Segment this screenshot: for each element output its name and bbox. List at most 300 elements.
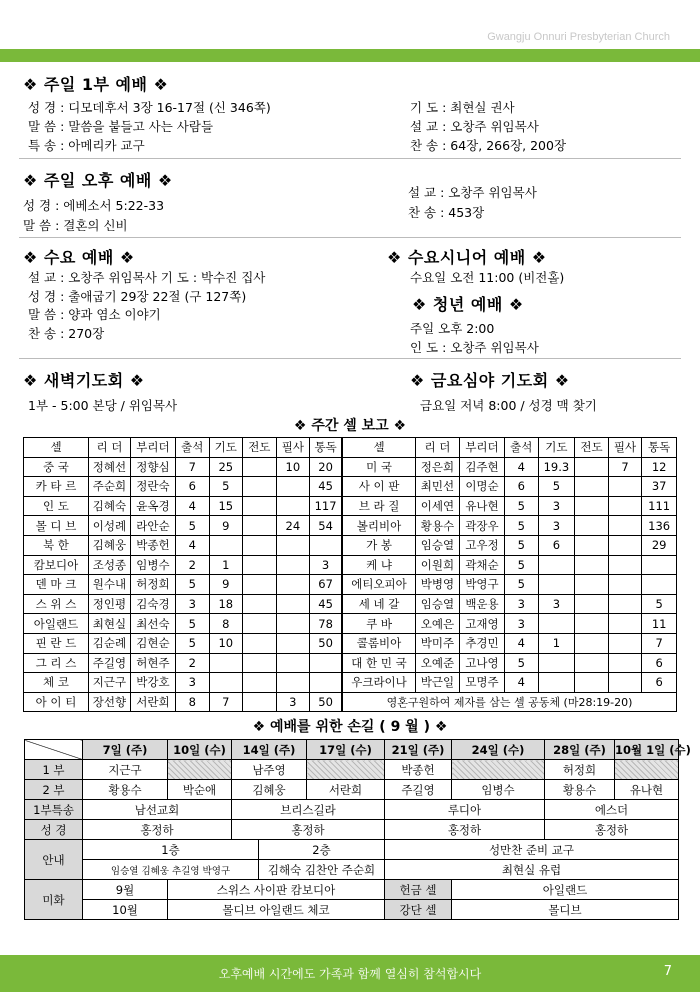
cell-report-header (24, 438, 677, 458)
cell-value: 7 (642, 633, 677, 653)
cell-value: 50 (310, 692, 342, 712)
cell-value: 에티오피아 (342, 575, 415, 595)
wednesday-title: ❖ 수요 예배 ❖ (23, 248, 135, 267)
table-row (24, 477, 677, 497)
sunday1-prayer: 기 도 : 최현실 권사 (410, 100, 515, 115)
cell-value (276, 653, 310, 673)
cell-value: 4 (505, 673, 539, 693)
table-row (24, 594, 677, 614)
cell-value: 김주현 (459, 457, 504, 477)
cell-value: 아일랜드 (24, 614, 89, 634)
cell-value: 장선향 (88, 692, 130, 712)
servant-cell: 서란희 (307, 780, 385, 800)
cell-value (575, 457, 609, 477)
cell-value (575, 496, 609, 516)
cell-value: 김혜숙 (88, 496, 130, 516)
cell-value: 3 (310, 555, 342, 575)
cell-value: 체 코 (24, 673, 89, 693)
table-row (24, 555, 677, 575)
cell-value: 54 (310, 516, 342, 536)
cell-value: 박병영 (415, 575, 459, 595)
cell-value: 콜롬비아 (342, 633, 415, 653)
cell-value (575, 575, 609, 595)
servant-cell: 황용수 (83, 780, 168, 800)
cell-header-col: 필사 (608, 438, 642, 458)
table-row (24, 516, 677, 536)
sunday1-scripture: 성 경 : 디모데후서 3장 16-17절 (신 346쪽) (28, 100, 271, 115)
hatched-cell (615, 760, 679, 780)
cell-value: 임승열 (415, 535, 459, 555)
cell-value (575, 614, 609, 634)
cell-header-col: 리 더 (415, 438, 459, 458)
cell-header-col: 출석 (175, 438, 209, 458)
cell-value: 45 (310, 594, 342, 614)
cell-header-col: 부리더 (130, 438, 175, 458)
cell-value: 5 (505, 653, 539, 673)
cell-value (209, 673, 243, 693)
cell-header-col: 기도 (538, 438, 575, 458)
cell-value: 박근일 (415, 673, 459, 693)
cell-value (243, 555, 277, 575)
cell-value (276, 535, 310, 555)
beauty-month-1: 9월 (83, 880, 168, 900)
cell-value: 3 (175, 594, 209, 614)
cell-value (538, 673, 575, 693)
cell-value: 스 위 스 (24, 594, 89, 614)
cell-value: 29 (642, 535, 677, 555)
cell-value (276, 477, 310, 497)
cell-header-col: 기도 (209, 438, 243, 458)
cell-value: 미 국 (342, 457, 415, 477)
cell-report-title: ❖ 주간 셀 보고 ❖ (293, 418, 407, 434)
cell-value (575, 555, 609, 575)
youth-title: ❖ 청년 예배 ❖ (412, 295, 524, 314)
cell-value (575, 673, 609, 693)
cell-value (575, 535, 609, 555)
row-label-1bu: 1 부 (25, 760, 83, 780)
cell-value: 가 봉 (342, 535, 415, 555)
cell-value: 아 이 티 (24, 692, 89, 712)
cell-value (642, 575, 677, 595)
sunday1-special: 특 송 : 아메리카 교구 (28, 138, 145, 153)
cell-value (608, 477, 642, 497)
cell-value: 김순례 (88, 633, 130, 653)
servant-cell: 유나현 (615, 780, 679, 800)
cell-value (243, 457, 277, 477)
cell-value: 4 (175, 496, 209, 516)
offering-label: 헌금 셀 (385, 880, 452, 900)
cell-value: 임병수 (130, 555, 175, 575)
cell-header-col: 셀 (24, 438, 89, 458)
guide-names-1: 임승열 김혜웅 추길영 박영구 (83, 860, 259, 880)
date-6: 24일 (수) (452, 740, 545, 760)
sunday1-hymns: 찬 송 : 64장, 266장, 200장 (410, 138, 567, 153)
cell-value: 정란숙 (130, 477, 175, 497)
cell-value (538, 614, 575, 634)
cell-value (209, 535, 243, 555)
cell-value: 황용수 (415, 516, 459, 536)
cell-value: 3 (276, 692, 310, 712)
servant-cell: 황용수 (545, 780, 615, 800)
sunday-pm-title: ❖ 주일 오후 예배 ❖ (23, 171, 173, 190)
scripture-cell: 홍정하 (385, 820, 545, 840)
cell-header-col: 필사 (276, 438, 310, 458)
friday-title: ❖ 금요심야 기도회 ❖ (410, 371, 570, 390)
cell-value: 45 (310, 477, 342, 497)
cell-value: 9 (209, 575, 243, 595)
cell-value: 4 (505, 633, 539, 653)
cell-value: 덴 마 크 (24, 575, 89, 595)
cell-value: 김현순 (130, 633, 175, 653)
cell-value: 3 (505, 614, 539, 634)
cell-value: 주순희 (88, 477, 130, 497)
cell-value (608, 516, 642, 536)
cell-value: 6 (538, 535, 575, 555)
beauty-cells-2: 몰디브 아일랜드 체코 (168, 900, 385, 920)
cell-value (276, 633, 310, 653)
cell-value: 11 (642, 614, 677, 634)
servant-cell: 허정희 (545, 760, 615, 780)
guide-names-2: 김해숙 김찬안 주순희 (259, 860, 385, 880)
cell-value: 117 (310, 496, 342, 516)
cell-value: 5 (175, 516, 209, 536)
cell-value: 박강호 (130, 673, 175, 693)
date-2: 10일 (수) (168, 740, 232, 760)
cell-value: 고우정 (459, 535, 504, 555)
pulpit-cell: 몰디브 (452, 900, 679, 920)
cell-value (608, 653, 642, 673)
cell-value (608, 673, 642, 693)
date-1: 7일 (주) (83, 740, 168, 760)
cell-value: 이세연 (415, 496, 459, 516)
cell-value: 케 냐 (342, 555, 415, 575)
sunday-pm-scripture: 성 경 : 에베소서 5:22-33 (23, 198, 165, 213)
row-label-scripture: 성 경 (25, 820, 83, 840)
cell-value (243, 594, 277, 614)
cell-value: 6 (642, 653, 677, 673)
cell-value: 김혜웅 (88, 535, 130, 555)
cell-value: 111 (642, 496, 677, 516)
cell-value: 10 (209, 633, 243, 653)
servant-cell: 박순애 (168, 780, 232, 800)
cell-value: 쿠 바 (342, 614, 415, 634)
cell-value (243, 653, 277, 673)
special-cell: 에스더 (545, 800, 679, 820)
hatched-cell (168, 760, 232, 780)
cell-value: 정향심 (130, 457, 175, 477)
sunday1-title: ❖ 주일 1부 예배 ❖ (23, 75, 169, 94)
servant-cell: 지근구 (83, 760, 168, 780)
offering-cell: 아일랜드 (452, 880, 679, 900)
top-bar (0, 49, 700, 62)
cell-value: 5 (505, 555, 539, 575)
senior-title: ❖ 수요시니어 예배 ❖ (387, 248, 547, 267)
date-8: 10월 1일 (수) (615, 740, 679, 760)
wednesday-hymn: 찬 송 : 270장 (28, 326, 105, 341)
beauty-month-2: 10월 (83, 900, 168, 920)
row-label-beauty: 미화 (25, 880, 83, 920)
cell-value: 4 (505, 457, 539, 477)
cell-value: 유나현 (459, 496, 504, 516)
beauty-cells-1: 스위스 사이판 캄보디아 (168, 880, 385, 900)
pulpit-label: 강단 셀 (385, 900, 452, 920)
table-row (24, 633, 677, 653)
cell-value: 주길영 (88, 653, 130, 673)
cell-value: 추경민 (459, 633, 504, 653)
servants-table (24, 739, 691, 920)
cell-value: 5 (642, 594, 677, 614)
senior-time: 수요일 오전 11:00 (비전홀) (410, 270, 565, 285)
cell-value: 우크라이나 (342, 673, 415, 693)
cell-header-col: 셀 (342, 438, 415, 458)
guide-group: 성만찬 준비 교구 (385, 840, 679, 860)
wednesday-scripture: 성 경 : 출애굽기 29장 22절 (구 127쪽) (28, 289, 247, 304)
cell-value: 윤옥경 (130, 496, 175, 516)
cell-value: 3 (538, 496, 575, 516)
friday-time: 금요일 저녁 8:00 / 성경 맥 찾기 (420, 398, 597, 413)
servant-cell: 주길영 (385, 780, 452, 800)
guide-floor2: 2층 (259, 840, 385, 860)
guide-floor1: 1층 (83, 840, 259, 860)
cell-value: 곽장우 (459, 516, 504, 536)
cell-value: 3 (505, 594, 539, 614)
cell-value: 정인평 (88, 594, 130, 614)
cell-value (575, 633, 609, 653)
cell-motto: 영혼구원하여 제자를 삼는 셀 공동체 (마28:19-20) (342, 692, 676, 712)
cell-value: 25 (209, 457, 243, 477)
cell-value: 6 (505, 477, 539, 497)
cell-header-col: 부리더 (459, 438, 504, 458)
cell-value (608, 555, 642, 575)
wednesday-sermon: 말 씀 : 양과 염소 이야기 (28, 307, 161, 322)
cell-value: 대 한 민 국 (342, 653, 415, 673)
cell-value: 9 (209, 516, 243, 536)
cell-value: 핀 란 드 (24, 633, 89, 653)
cell-header-col: 전도 (575, 438, 609, 458)
cell-value: 그 리 스 (24, 653, 89, 673)
sunday-pm-preacher: 설 교 : 오창주 위임목사 (408, 185, 537, 200)
dawn-title: ❖ 새벽기도회 ❖ (23, 371, 145, 390)
cell-value: 고재영 (459, 614, 504, 634)
cell-value (575, 477, 609, 497)
cell-value: 5 (175, 575, 209, 595)
cell-value (575, 653, 609, 673)
cell-value: 6 (175, 477, 209, 497)
cell-report-table (23, 437, 677, 712)
servant-cell: 박종헌 (385, 760, 452, 780)
cell-value: 임승열 (415, 594, 459, 614)
divider (19, 358, 681, 359)
cell-value: 세 네 갈 (342, 594, 415, 614)
cell-value: 15 (209, 496, 243, 516)
dawn-time: 1부 - 5:00 본당 / 위임목사 (28, 398, 178, 413)
cell-value: 5 (175, 633, 209, 653)
cell-value (243, 673, 277, 693)
cell-value (608, 535, 642, 555)
cell-value (243, 614, 277, 634)
cell-value: 8 (209, 614, 243, 634)
cell-value: 24 (276, 516, 310, 536)
cell-value: 인 도 (24, 496, 89, 516)
guide-names-3: 최현실 유럽 (385, 860, 679, 880)
cell-value: 김숙경 (130, 594, 175, 614)
wednesday-preacher: 설 교 : 오창주 위임목사 기 도 : 박수진 집사 (28, 270, 266, 285)
cell-value: 8 (175, 692, 209, 712)
youth-leader: 인 도 : 오창주 위임목사 (410, 340, 539, 355)
cell-value: 1 (209, 555, 243, 575)
cell-value: 5 (505, 516, 539, 536)
hatched-cell (452, 760, 545, 780)
special-cell: 남선교회 (83, 800, 232, 820)
cell-value: 조성종 (88, 555, 130, 575)
cell-value: 5 (538, 477, 575, 497)
cell-header-col: 출석 (505, 438, 539, 458)
divider (19, 237, 681, 238)
cell-value: 몰 디 브 (24, 516, 89, 536)
cell-header-col: 통독 (310, 438, 342, 458)
cell-value: 최현실 (88, 614, 130, 634)
cell-value: 박영구 (459, 575, 504, 595)
cell-value (310, 535, 342, 555)
cell-header-col: 통독 (642, 438, 677, 458)
date-3: 14일 (주) (232, 740, 307, 760)
cell-value: 3 (175, 673, 209, 693)
table-row (24, 575, 677, 595)
cell-value: 백운용 (459, 594, 504, 614)
scripture-cell: 홍정하 (83, 820, 232, 840)
cell-value (276, 555, 310, 575)
footer-bar (0, 955, 700, 992)
cell-value (310, 653, 342, 673)
cell-value: 18 (209, 594, 243, 614)
cell-value (608, 575, 642, 595)
cell-value: 중 국 (24, 457, 89, 477)
cell-value: 4 (175, 535, 209, 555)
cell-value (608, 594, 642, 614)
row-label-special: 1부특송 (25, 800, 83, 820)
servant-cell: 임병수 (452, 780, 545, 800)
cell-value (276, 594, 310, 614)
servant-cell: 남주영 (232, 760, 307, 780)
divider (19, 158, 681, 159)
cell-value: 정은희 (415, 457, 459, 477)
corner-cell (25, 740, 83, 760)
row-label-guide: 안내 (25, 840, 83, 880)
cell-value: 브 라 질 (342, 496, 415, 516)
servant-cell: 김혜웅 (232, 780, 307, 800)
cell-value (608, 496, 642, 516)
cell-value: 오예은 (415, 614, 459, 634)
cell-value: 5 (209, 477, 243, 497)
special-cell: 브리스길라 (232, 800, 385, 820)
cell-value: 라안순 (130, 516, 175, 536)
church-name: Gwangju Onnuri Presbyterian Church (487, 31, 670, 43)
cell-value: 모명주 (459, 673, 504, 693)
cell-value: 7 (175, 457, 209, 477)
cell-value: 오예준 (415, 653, 459, 673)
table-row (24, 535, 677, 555)
table-row (24, 653, 677, 673)
cell-value: 곽채순 (459, 555, 504, 575)
cell-value (276, 496, 310, 516)
cell-value: 박미주 (415, 633, 459, 653)
special-cell: 루디아 (385, 800, 545, 820)
cell-value (243, 516, 277, 536)
cell-header-col: 리 더 (88, 438, 130, 458)
sunday-pm-sermon: 말 씀 : 결혼의 신비 (23, 218, 128, 233)
cell-value (538, 555, 575, 575)
date-5: 21일 (주) (385, 740, 452, 760)
cell-value: 12 (642, 457, 677, 477)
cell-value: 5 (505, 575, 539, 595)
cell-value: 정혜선 (88, 457, 130, 477)
cell-value: 20 (310, 457, 342, 477)
cell-value: 원수내 (88, 575, 130, 595)
row-label-2bu: 2 부 (25, 780, 83, 800)
cell-value: 37 (642, 477, 677, 497)
cell-value (243, 633, 277, 653)
scripture-cell: 홍정하 (232, 820, 385, 840)
cell-value (608, 633, 642, 653)
cell-value: 5 (505, 496, 539, 516)
cell-value (310, 673, 342, 693)
cell-value: 북 한 (24, 535, 89, 555)
cell-value: 78 (310, 614, 342, 634)
table-row (24, 496, 677, 516)
cell-value (608, 614, 642, 634)
cell-value (575, 516, 609, 536)
cell-value: 67 (310, 575, 342, 595)
cell-value: 3 (538, 516, 575, 536)
cell-value: 이명순 (459, 477, 504, 497)
cell-value: 6 (642, 673, 677, 693)
cell-value (538, 653, 575, 673)
date-4: 17일 (수) (307, 740, 385, 760)
cell-value: 카 타 르 (24, 477, 89, 497)
table-row (24, 457, 677, 477)
cell-value (575, 594, 609, 614)
date-7: 28일 (주) (545, 740, 615, 760)
cell-value: 1 (538, 633, 575, 653)
footer-message: 오후예배 시간에도 가족과 함께 열심히 참석합시다 (218, 967, 482, 981)
cell-value: 볼리비아 (342, 516, 415, 536)
cell-value: 5 (175, 614, 209, 634)
cell-value: 박종헌 (130, 535, 175, 555)
cell-value: 50 (310, 633, 342, 653)
cell-value: 사 이 판 (342, 477, 415, 497)
cell-value: 5 (505, 535, 539, 555)
cell-value: 2 (175, 555, 209, 575)
cell-value: 허정희 (130, 575, 175, 595)
table-row (24, 614, 677, 634)
cell-value: 3 (538, 594, 575, 614)
cell-value (642, 555, 677, 575)
cell-value (276, 673, 310, 693)
cell-value: 최민선 (415, 477, 459, 497)
cell-value (276, 614, 310, 634)
sunday1-preacher: 설 교 : 오창주 위임목사 (410, 119, 539, 134)
cell-value: 허현주 (130, 653, 175, 673)
cell-value (276, 575, 310, 595)
table-row (24, 673, 677, 693)
cell-value (209, 653, 243, 673)
youth-time: 주일 오후 2:00 (410, 321, 495, 336)
page-number: 7 (663, 964, 672, 979)
sunday1-sermon: 말 씀 : 말씀을 붙들고 사는 사람들 (28, 119, 214, 134)
cell-value: 7 (608, 457, 642, 477)
cell-value (243, 575, 277, 595)
cell-value (243, 496, 277, 516)
